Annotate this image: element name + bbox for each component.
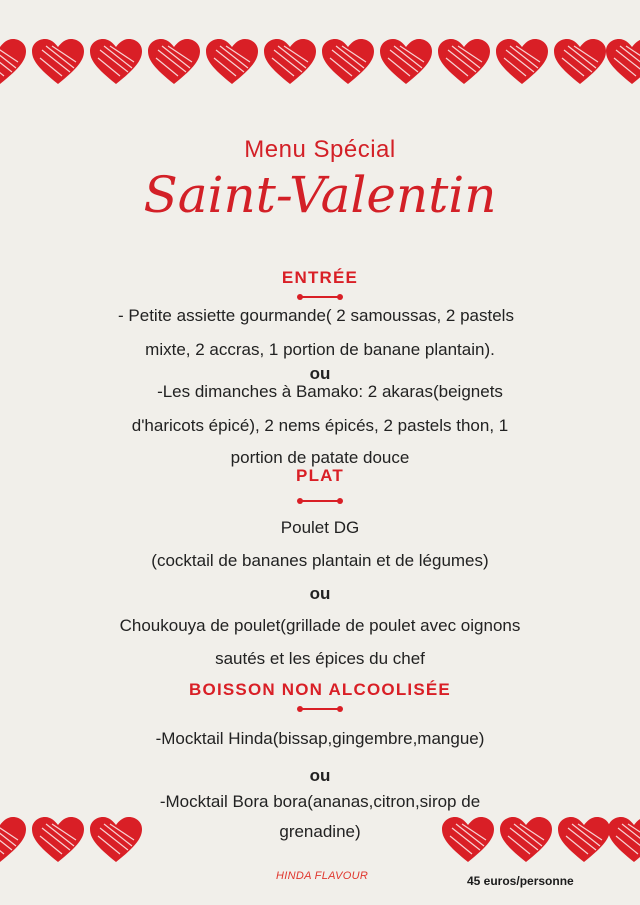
heart-icon bbox=[0, 816, 28, 864]
bottom-right-heart-border bbox=[436, 816, 640, 866]
heart-icon bbox=[556, 816, 612, 864]
section-divider bbox=[300, 500, 340, 502]
section-heading-plat: PLAT bbox=[296, 466, 344, 485]
boisson-line: -Mocktail Bora bora(ananas,citron,sirop de bbox=[159, 792, 481, 811]
heart-icon bbox=[604, 38, 640, 86]
heart-icon bbox=[498, 816, 554, 864]
entree-line: d'haricots épicé), 2 nems épicés, 2 pastels thon, 1 bbox=[131, 416, 509, 435]
heart-icon bbox=[30, 816, 86, 864]
heart-icon bbox=[262, 38, 318, 86]
bottom-left-heart-border bbox=[0, 816, 160, 866]
plat-line: sautés et les épices du chef bbox=[215, 649, 425, 668]
boisson-line: -Mocktail Hinda(bissap,gingembre,mangue) bbox=[155, 729, 485, 748]
heart-icon bbox=[88, 38, 144, 86]
section-divider bbox=[300, 708, 340, 710]
plat-line: Poulet DG bbox=[280, 518, 360, 537]
top-heart-border bbox=[0, 38, 640, 88]
menu-subtitle: Menu Spécial bbox=[244, 136, 396, 163]
entree-line: -Les dimanches à Bamako: 2 akaras(beignets bbox=[157, 382, 503, 401]
boisson-or: ou bbox=[309, 766, 331, 785]
heart-icon bbox=[320, 38, 376, 86]
boisson-line: grenadine) bbox=[279, 822, 361, 841]
brand-name: HINDA FLAVOUR bbox=[276, 870, 369, 882]
heart-icon bbox=[606, 816, 640, 864]
heart-icon bbox=[0, 38, 28, 86]
plat-line: Choukouya de poulet(grillade de poulet avec oignons bbox=[119, 616, 521, 635]
heart-icon bbox=[88, 816, 144, 864]
entree-line: - Petite assiette gourmande( 2 samoussas, 2 pastels bbox=[118, 306, 514, 325]
price-label: 45 euros/personne bbox=[467, 874, 574, 888]
heart-icon bbox=[440, 816, 496, 864]
heart-icon bbox=[146, 38, 202, 86]
entree-line: portion de patate douce bbox=[230, 448, 410, 467]
entree-or: ou bbox=[309, 364, 331, 383]
section-divider bbox=[300, 296, 340, 298]
section-heading-entree: ENTRÉE bbox=[281, 268, 359, 287]
plat-line: (cocktail de bananes plantain et de légumes) bbox=[151, 551, 489, 570]
section-heading-boisson: BOISSON NON ALCOOLISÉE bbox=[189, 680, 451, 699]
heart-icon bbox=[204, 38, 260, 86]
heart-icon bbox=[30, 38, 86, 86]
heart-icon bbox=[552, 38, 608, 86]
heart-icon bbox=[378, 38, 434, 86]
menu-title: Saint-Valentin bbox=[143, 166, 497, 224]
plat-or: ou bbox=[309, 584, 331, 603]
heart-icon bbox=[494, 38, 550, 86]
heart-icon bbox=[436, 38, 492, 86]
entree-line: mixte, 2 accras, 1 portion de banane plantain). bbox=[145, 340, 495, 359]
